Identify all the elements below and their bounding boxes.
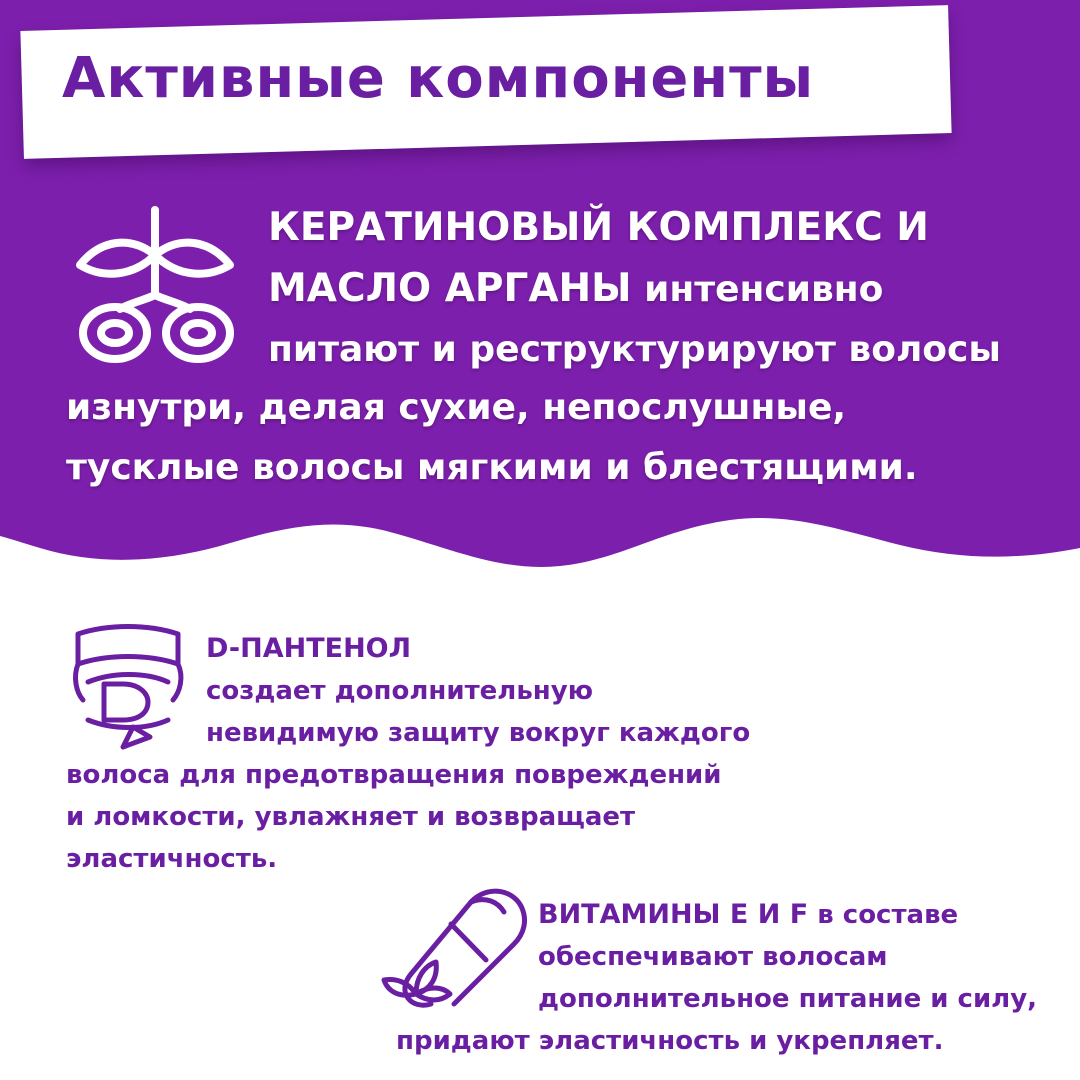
vitamins-heading: ВИТАМИНЫ Е И F: [538, 899, 809, 930]
vitamins-line4: придают эластичность и укрепляет.: [396, 1026, 944, 1056]
panthenol-line5: и ломкости, увлажняет и возвращает: [66, 802, 636, 832]
vitamins-line3: дополнительное питание и силу,: [538, 984, 1038, 1014]
keratin-text-full-width: [66, 378, 918, 498]
keratin-heading-line1: КЕРАТИНОВЫЙ КОМПЛЕКС И: [268, 205, 929, 250]
d-panthenol-ribbon-icon: [68, 622, 188, 752]
panthenol-line4: волоса для предотвращения повреждений: [66, 760, 722, 790]
panthenol-line6: эластичность.: [66, 844, 278, 874]
keratin-line2-rest: интенсивно: [631, 269, 884, 310]
panthenol-line2: создает дополнительную: [206, 676, 593, 706]
vitamins-text: [538, 894, 1037, 1020]
panthenol-text: [206, 628, 750, 754]
keratin-line3: питают и реструктурируют волосы: [268, 329, 1001, 370]
vitamins-text-bottom: [396, 1020, 943, 1062]
panthenol-text-full-width: [66, 754, 722, 880]
argan-branch-icon: [70, 205, 245, 365]
panthenol-heading: D-ПАНТЕНОЛ: [206, 633, 412, 664]
vitamins-line2: обеспечивают волосам: [538, 942, 888, 972]
capsule-leaf-icon: [376, 882, 528, 1012]
vitamins-line1-rest: в составе: [808, 900, 959, 930]
keratin-text: [268, 198, 1001, 380]
page-title: Активные компоненты: [62, 46, 815, 111]
panthenol-line3: невидимую защиту вокруг каждого: [206, 718, 751, 748]
keratin-line4: изнутри, делая сухие, непослушные,: [66, 387, 847, 428]
keratin-heading-line2: МАСЛО АРГАНЫ: [268, 266, 632, 311]
keratin-line5: тусклые волосы мягкими и блестящими.: [66, 447, 918, 488]
